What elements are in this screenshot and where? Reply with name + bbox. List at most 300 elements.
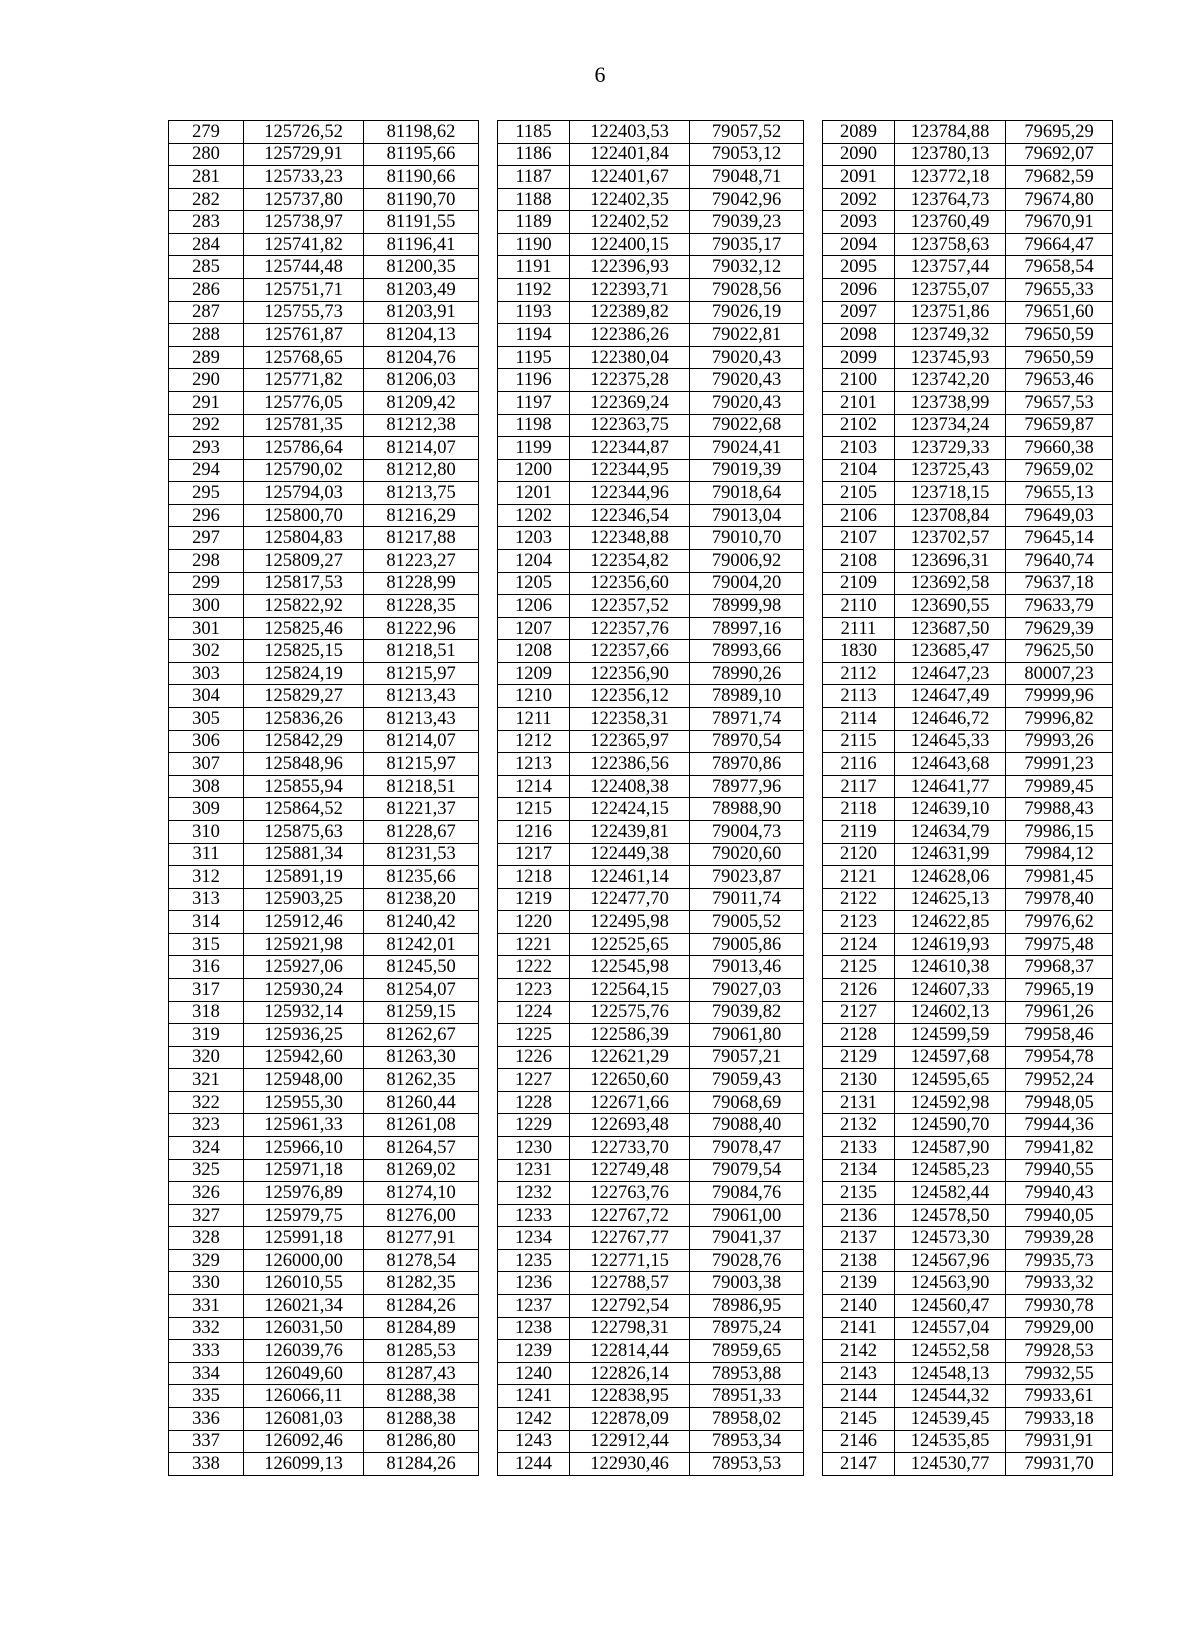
table-row [823,1137,1113,1160]
x-coordinate-cell: 124646,72 [895,708,1006,731]
y-coordinate-cell: 81212,38 [364,414,479,437]
x-coordinate-cell: 124599,59 [895,1024,1006,1047]
point-number-cell: 1231 [498,1159,570,1182]
point-number-cell: 2090 [823,143,895,166]
point-number-cell: 307 [169,753,244,776]
x-coordinate-cell: 125891,19 [244,866,364,889]
x-coordinate-cell: 122449,38 [570,843,690,866]
y-coordinate-cell: 79695,29 [1006,121,1113,144]
table-row [498,1204,804,1227]
y-coordinate-cell: 81288,38 [364,1385,479,1408]
point-number-cell: 2099 [823,346,895,369]
x-coordinate-cell: 124567,96 [895,1249,1006,1272]
x-coordinate-cell: 122363,75 [570,414,690,437]
table-row [169,369,479,392]
y-coordinate-cell: 79061,80 [690,1024,804,1047]
table-row [169,414,479,437]
point-number-cell: 2109 [823,572,895,595]
x-coordinate-cell: 122375,28 [570,369,690,392]
x-coordinate-cell: 123725,43 [895,459,1006,482]
x-coordinate-cell: 124535,85 [895,1430,1006,1453]
table-row [498,1091,804,1114]
x-coordinate-cell: 122396,93 [570,256,690,279]
table-row [823,143,1113,166]
y-coordinate-cell: 79659,02 [1006,459,1113,482]
table-row [498,369,804,392]
table-row [498,324,804,347]
y-coordinate-cell: 78977,96 [690,775,804,798]
y-coordinate-cell: 79989,45 [1006,775,1113,798]
y-coordinate-cell: 81200,35 [364,256,479,279]
point-number-cell: 2123 [823,911,895,934]
point-number-cell: 297 [169,527,244,550]
y-coordinate-cell: 78997,16 [690,617,804,640]
point-number-cell: 2134 [823,1159,895,1182]
point-number-cell: 2119 [823,820,895,843]
x-coordinate-cell: 124563,90 [895,1272,1006,1295]
x-coordinate-cell: 126021,34 [244,1295,364,1318]
x-coordinate-cell: 125776,05 [244,391,364,414]
y-coordinate-cell: 79020,43 [690,346,804,369]
x-coordinate-cell: 123687,50 [895,617,1006,640]
point-number-cell: 1207 [498,617,570,640]
y-coordinate-cell: 81282,35 [364,1272,479,1295]
y-coordinate-cell: 81240,42 [364,911,479,934]
x-coordinate-cell: 124610,38 [895,956,1006,979]
x-coordinate-cell: 122369,24 [570,391,690,414]
x-coordinate-cell: 124582,44 [895,1182,1006,1205]
y-coordinate-cell: 79010,70 [690,527,804,550]
table-row [169,1204,479,1227]
y-coordinate-cell: 81286,80 [364,1430,479,1453]
x-coordinate-cell: 122357,52 [570,595,690,618]
table-row [169,798,479,821]
x-coordinate-cell: 122348,88 [570,527,690,550]
table-row [823,391,1113,414]
point-number-cell: 1198 [498,414,570,437]
x-coordinate-cell: 122671,66 [570,1091,690,1114]
y-coordinate-cell: 79057,52 [690,121,804,144]
y-coordinate-cell: 79674,80 [1006,188,1113,211]
point-number-cell: 2118 [823,798,895,821]
table-row [823,527,1113,550]
table-row [823,414,1113,437]
table-row [498,459,804,482]
y-coordinate-cell: 78971,74 [690,708,804,731]
y-coordinate-cell: 79996,82 [1006,708,1113,731]
table-row [169,775,479,798]
point-number-cell: 2094 [823,233,895,256]
x-coordinate-cell: 122354,82 [570,549,690,572]
point-number-cell: 1234 [498,1227,570,1250]
y-coordinate-cell: 78970,54 [690,730,804,753]
point-number-cell: 1185 [498,121,570,144]
y-coordinate-cell: 79660,38 [1006,437,1113,460]
x-coordinate-cell: 122826,14 [570,1362,690,1385]
y-coordinate-cell: 79657,53 [1006,391,1113,414]
point-number-cell: 1192 [498,279,570,302]
point-number-cell: 2100 [823,369,895,392]
x-coordinate-cell: 124643,68 [895,753,1006,776]
y-coordinate-cell: 79079,54 [690,1159,804,1182]
table-row [498,143,804,166]
x-coordinate-cell: 122356,12 [570,685,690,708]
y-coordinate-cell: 81212,80 [364,459,479,482]
table-row [169,685,479,708]
table-row [498,843,804,866]
table-row [498,121,804,144]
x-coordinate-cell: 125733,23 [244,166,364,189]
table-row [823,1001,1113,1024]
x-coordinate-cell: 122357,76 [570,617,690,640]
table-row [498,662,804,685]
y-coordinate-cell: 79988,43 [1006,798,1113,821]
table-row [498,595,804,618]
table-row [498,1137,804,1160]
x-coordinate-cell: 125741,82 [244,233,364,256]
table-row [498,572,804,595]
y-coordinate-cell: 79020,60 [690,843,804,866]
x-coordinate-cell: 122386,26 [570,324,690,347]
x-coordinate-cell: 122621,29 [570,1046,690,1069]
point-number-cell: 1211 [498,708,570,731]
table-row [823,1069,1113,1092]
y-coordinate-cell: 81213,75 [364,482,479,505]
point-number-cell: 2132 [823,1114,895,1137]
x-coordinate-cell: 122344,95 [570,459,690,482]
table-row [498,437,804,460]
point-number-cell: 315 [169,933,244,956]
point-number-cell: 330 [169,1272,244,1295]
point-number-cell: 1189 [498,211,570,234]
table-row [169,978,479,1001]
table-row [169,1430,479,1453]
x-coordinate-cell: 125790,02 [244,459,364,482]
table-row [169,391,479,414]
point-number-cell: 2092 [823,188,895,211]
x-coordinate-cell: 122838,95 [570,1385,690,1408]
point-number-cell: 282 [169,188,244,211]
y-coordinate-cell: 79005,52 [690,911,804,934]
point-number-cell: 2141 [823,1317,895,1340]
point-number-cell: 1188 [498,188,570,211]
table-row [823,121,1113,144]
x-coordinate-cell: 122477,70 [570,888,690,911]
y-coordinate-cell: 79931,70 [1006,1453,1113,1476]
table-row [169,256,479,279]
point-number-cell: 2110 [823,595,895,618]
point-number-cell: 1228 [498,1091,570,1114]
point-number-cell: 338 [169,1453,244,1476]
point-number-cell: 295 [169,482,244,505]
point-number-cell: 290 [169,369,244,392]
point-number-cell: 1223 [498,978,570,1001]
x-coordinate-cell: 122380,04 [570,346,690,369]
x-coordinate-cell: 122402,35 [570,188,690,211]
y-coordinate-cell: 81217,88 [364,527,479,550]
x-coordinate-cell: 124625,13 [895,888,1006,911]
point-number-cell: 322 [169,1091,244,1114]
x-coordinate-cell: 124578,50 [895,1204,1006,1227]
table-row [169,1114,479,1137]
y-coordinate-cell: 79039,23 [690,211,804,234]
point-number-cell: 1232 [498,1182,570,1205]
point-number-cell: 311 [169,843,244,866]
point-number-cell: 1199 [498,437,570,460]
table-row [498,301,804,324]
table-row [823,1227,1113,1250]
y-coordinate-cell: 81190,66 [364,166,479,189]
y-coordinate-cell: 79020,43 [690,391,804,414]
table-row [169,279,479,302]
y-coordinate-cell: 79933,61 [1006,1385,1113,1408]
table-row [823,1340,1113,1363]
x-coordinate-cell: 125921,98 [244,933,364,956]
table-row [169,166,479,189]
table-row [498,1069,804,1092]
y-coordinate-cell: 79057,21 [690,1046,804,1069]
y-coordinate-cell: 79939,28 [1006,1227,1113,1250]
y-coordinate-cell: 79035,17 [690,233,804,256]
point-number-cell: 288 [169,324,244,347]
table-row [169,911,479,934]
table-row [823,549,1113,572]
y-coordinate-cell: 79005,86 [690,933,804,956]
point-number-cell: 1202 [498,504,570,527]
table-row [498,798,804,821]
x-coordinate-cell: 124573,30 [895,1227,1006,1250]
y-coordinate-cell: 81213,43 [364,708,479,731]
x-coordinate-cell: 125836,26 [244,708,364,731]
y-coordinate-cell: 81203,91 [364,301,479,324]
x-coordinate-cell: 124592,98 [895,1091,1006,1114]
point-number-cell: 1218 [498,866,570,889]
point-number-cell: 2121 [823,866,895,889]
y-coordinate-cell: 79930,78 [1006,1295,1113,1318]
point-number-cell: 1200 [498,459,570,482]
y-coordinate-cell: 81228,67 [364,820,479,843]
point-number-cell: 318 [169,1001,244,1024]
x-coordinate-cell: 122344,96 [570,482,690,505]
y-coordinate-cell: 81242,01 [364,933,479,956]
point-number-cell: 286 [169,279,244,302]
y-coordinate-cell: 78953,34 [690,1430,804,1453]
point-number-cell: 2117 [823,775,895,798]
table-row [498,346,804,369]
y-coordinate-cell: 79028,56 [690,279,804,302]
table-row [823,166,1113,189]
x-coordinate-cell: 125822,92 [244,595,364,618]
y-coordinate-cell: 78951,33 [690,1385,804,1408]
x-coordinate-cell: 122401,84 [570,143,690,166]
x-coordinate-cell: 124597,68 [895,1046,1006,1069]
x-coordinate-cell: 124602,13 [895,1001,1006,1024]
table-row [823,662,1113,685]
table-row [169,933,479,956]
point-number-cell: 2142 [823,1340,895,1363]
x-coordinate-cell: 123702,57 [895,527,1006,550]
y-coordinate-cell: 78993,66 [690,640,804,663]
point-number-cell: 287 [169,301,244,324]
y-coordinate-cell: 79013,04 [690,504,804,527]
point-number-cell: 1186 [498,143,570,166]
x-coordinate-cell: 122733,70 [570,1137,690,1160]
point-number-cell: 337 [169,1430,244,1453]
point-number-cell: 1215 [498,798,570,821]
point-number-cell: 1196 [498,369,570,392]
x-coordinate-cell: 123784,88 [895,121,1006,144]
y-coordinate-cell: 79048,71 [690,166,804,189]
point-number-cell: 1226 [498,1046,570,1069]
point-number-cell: 284 [169,233,244,256]
x-coordinate-cell: 124552,58 [895,1340,1006,1363]
x-coordinate-cell: 125912,46 [244,911,364,934]
point-number-cell: 326 [169,1182,244,1205]
y-coordinate-cell: 79664,47 [1006,233,1113,256]
point-number-cell: 1830 [823,640,895,663]
y-coordinate-cell: 79088,40 [690,1114,804,1137]
point-number-cell: 2133 [823,1137,895,1160]
point-number-cell: 2127 [823,1001,895,1024]
x-coordinate-cell: 122771,15 [570,1249,690,1272]
x-coordinate-cell: 123734,24 [895,414,1006,437]
point-number-cell: 2131 [823,1091,895,1114]
point-number-cell: 306 [169,730,244,753]
point-number-cell: 320 [169,1046,244,1069]
x-coordinate-cell: 122408,38 [570,775,690,798]
x-coordinate-cell: 123696,31 [895,549,1006,572]
x-coordinate-cell: 123745,93 [895,346,1006,369]
point-number-cell: 324 [169,1137,244,1160]
x-coordinate-cell: 125936,25 [244,1024,364,1047]
table-row [498,391,804,414]
y-coordinate-cell: 79649,03 [1006,504,1113,527]
y-coordinate-cell: 79027,03 [690,978,804,1001]
point-number-cell: 2115 [823,730,895,753]
y-coordinate-cell: 81254,07 [364,978,479,1001]
y-coordinate-cell: 81262,35 [364,1069,479,1092]
y-coordinate-cell: 81204,13 [364,324,479,347]
x-coordinate-cell: 123692,58 [895,572,1006,595]
point-number-cell: 1205 [498,572,570,595]
table-row [823,1046,1113,1069]
table-row [823,1272,1113,1295]
table-row [169,549,479,572]
x-coordinate-cell: 125903,25 [244,888,364,911]
table-row [823,730,1113,753]
y-coordinate-cell: 80007,23 [1006,662,1113,685]
point-number-cell: 323 [169,1114,244,1137]
table-row [169,346,479,369]
table-row [169,866,479,889]
y-coordinate-cell: 79041,37 [690,1227,804,1250]
table-row [169,1407,479,1430]
table-row [823,911,1113,934]
point-number-cell: 333 [169,1340,244,1363]
y-coordinate-cell: 79028,76 [690,1249,804,1272]
point-number-cell: 2103 [823,437,895,460]
point-number-cell: 300 [169,595,244,618]
y-coordinate-cell: 81203,49 [364,279,479,302]
point-number-cell: 2107 [823,527,895,550]
x-coordinate-cell: 123742,20 [895,369,1006,392]
x-coordinate-cell: 122749,48 [570,1159,690,1182]
y-coordinate-cell: 79006,92 [690,549,804,572]
point-number-cell: 1219 [498,888,570,911]
y-coordinate-cell: 79958,46 [1006,1024,1113,1047]
x-coordinate-cell: 125848,96 [244,753,364,776]
point-number-cell: 2105 [823,482,895,505]
y-coordinate-cell: 81262,67 [364,1024,479,1047]
table-row [169,121,479,144]
point-number-cell: 2095 [823,256,895,279]
y-coordinate-cell: 79625,50 [1006,640,1113,663]
x-coordinate-cell: 125829,27 [244,685,364,708]
table-row [169,527,479,550]
y-coordinate-cell: 81196,41 [364,233,479,256]
x-coordinate-cell: 124590,70 [895,1114,1006,1137]
table-row [823,843,1113,866]
table-row [498,1046,804,1069]
x-coordinate-cell: 122346,54 [570,504,690,527]
y-coordinate-cell: 79019,39 [690,459,804,482]
x-coordinate-cell: 125979,75 [244,1204,364,1227]
x-coordinate-cell: 122767,72 [570,1204,690,1227]
y-coordinate-cell: 79968,37 [1006,956,1113,979]
table-row [498,775,804,798]
point-number-cell: 1216 [498,820,570,843]
table-row [498,1362,804,1385]
point-number-cell: 2104 [823,459,895,482]
table-row [498,1249,804,1272]
point-number-cell: 2106 [823,504,895,527]
table-row [498,1385,804,1408]
table-row [169,1385,479,1408]
table-row [169,640,479,663]
table-row [169,1046,479,1069]
y-coordinate-cell: 81245,50 [364,956,479,979]
y-coordinate-cell: 79039,82 [690,1001,804,1024]
x-coordinate-cell: 125966,10 [244,1137,364,1160]
x-coordinate-cell: 126000,00 [244,1249,364,1272]
table-row [498,233,804,256]
table-row [823,369,1113,392]
table-row [498,820,804,843]
x-coordinate-cell: 126099,13 [244,1453,364,1476]
y-coordinate-cell: 79978,40 [1006,888,1113,911]
x-coordinate-cell: 122357,66 [570,640,690,663]
x-coordinate-cell: 123738,99 [895,391,1006,414]
table-row [169,301,479,324]
point-number-cell: 2096 [823,279,895,302]
table-row [823,211,1113,234]
y-coordinate-cell: 79651,60 [1006,301,1113,324]
point-number-cell: 1241 [498,1385,570,1408]
point-number-cell: 2140 [823,1295,895,1318]
point-number-cell: 303 [169,662,244,685]
x-coordinate-cell: 124539,45 [895,1407,1006,1430]
table-row [498,256,804,279]
y-coordinate-cell: 79961,26 [1006,1001,1113,1024]
point-number-cell: 1204 [498,549,570,572]
table-row [498,279,804,302]
point-number-cell: 2091 [823,166,895,189]
y-coordinate-cell: 81215,97 [364,662,479,685]
y-coordinate-cell: 79026,19 [690,301,804,324]
point-number-cell: 1220 [498,911,570,934]
y-coordinate-cell: 79018,64 [690,482,804,505]
point-number-cell: 283 [169,211,244,234]
